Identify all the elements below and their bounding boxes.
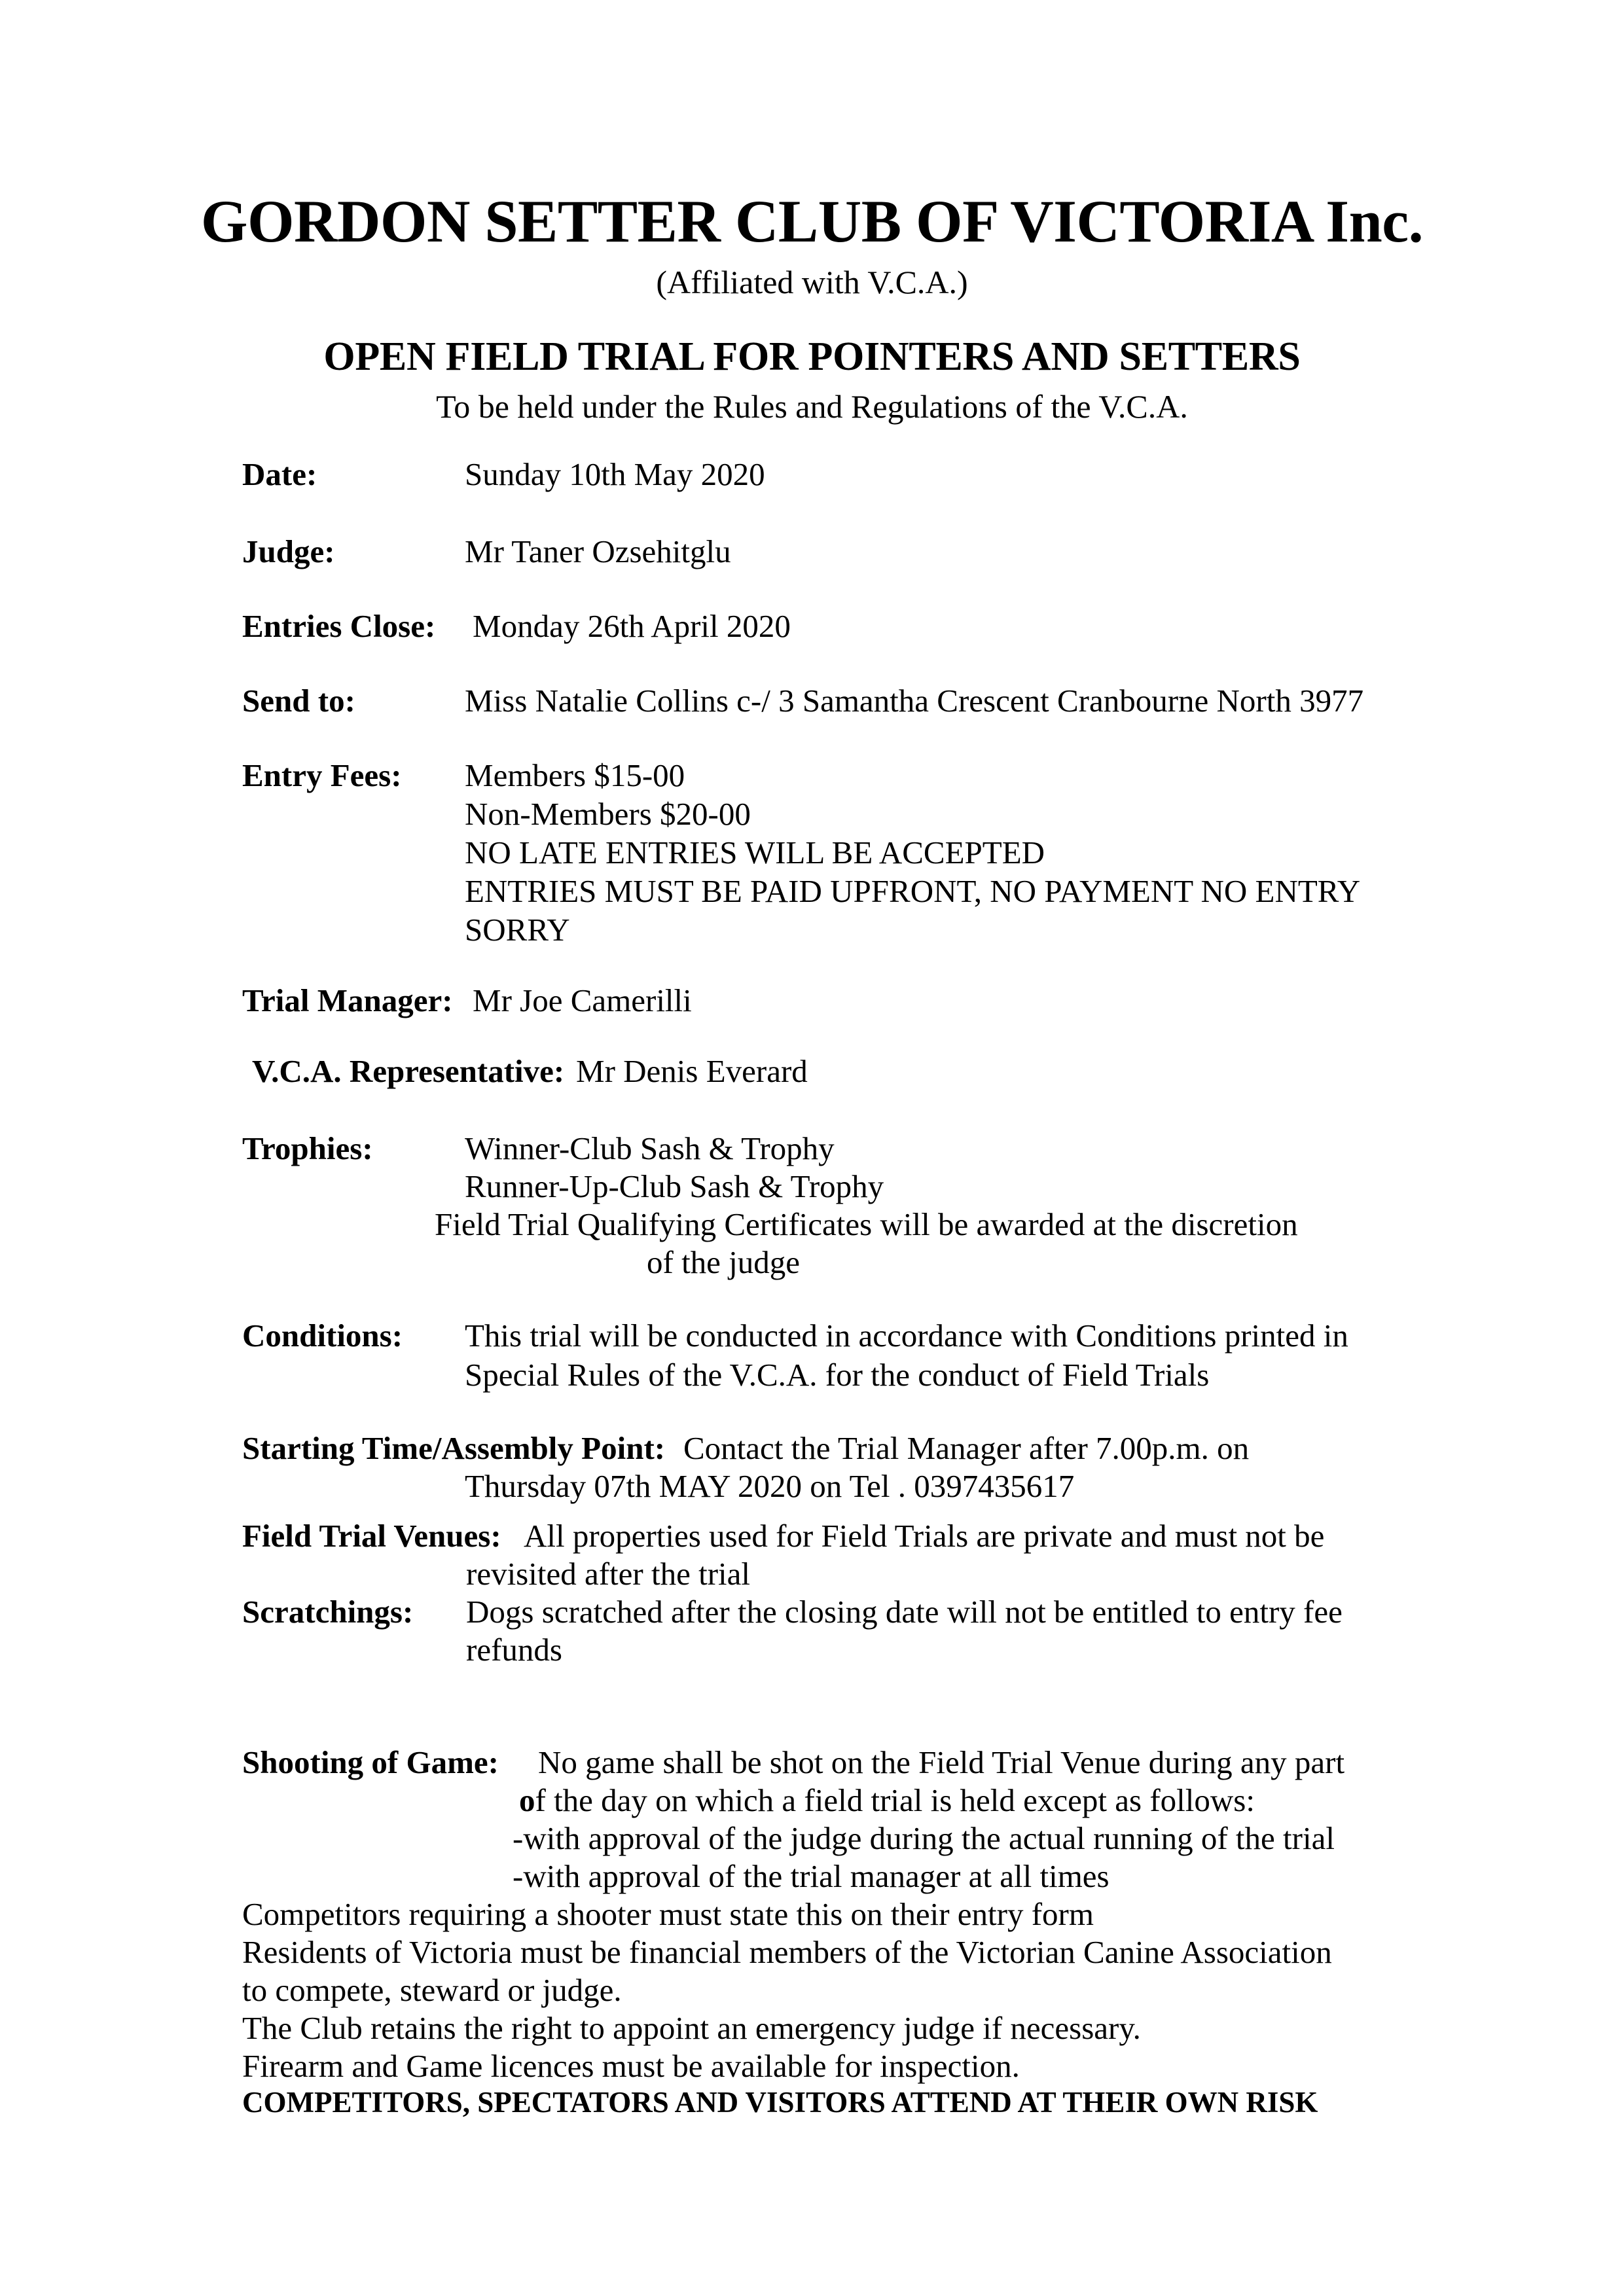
date-label: Date: (242, 456, 317, 492)
starting-time-line-2: Thursday 07th MAY 2020 on Tel . 0397435617 (465, 1468, 1075, 1504)
entry-fees-line-2: Non-Members $20-00 (465, 796, 751, 832)
shooting-of-game-label: Shooting of Game: (242, 1744, 499, 1780)
entry-fees-line-4: ENTRIES MUST BE PAID UPFRONT, NO PAYMENT NO ENTRY (465, 873, 1361, 909)
entries-close-value: Monday 26th April 2020 (473, 608, 791, 644)
conditions-line-1: This trial will be conducted in accordance with Conditions printed in (465, 1318, 1348, 1354)
rules-line: To be held under the Rules and Regulations of the V.C.A. (436, 388, 1188, 425)
conditions-line-2: Special Rules of the V.C.A. for the conduct of Field Trials (465, 1357, 1210, 1393)
vca-representative-value: Mr Denis Everard (576, 1053, 808, 1089)
scratchings-label: Scratchings: (242, 1594, 414, 1630)
notice-line-3: to compete, steward or judge. (242, 1972, 622, 2008)
disclaimer-line: COMPETITORS, SPECTATORS AND VISITORS ATTEND AT THEIR OWN RISK (242, 2086, 1318, 2119)
shooting-of-game-line-2-bold-prefix: o (519, 1782, 535, 1818)
starting-time-label: Starting Time/Assembly Point: (242, 1430, 666, 1466)
entry-fees-line-5: SORRY (465, 912, 570, 948)
vca-representative-label: V.C.A. Representative: (252, 1053, 565, 1089)
field-trial-venues-label: Field Trial Venues: (242, 1518, 501, 1554)
scratchings-line-2: refunds (466, 1632, 562, 1668)
entry-fees-line-1: Members $15-00 (465, 757, 685, 793)
trial-manager-value: Mr Joe Camerilli (473, 982, 692, 1018)
date-value: Sunday 10th May 2020 (465, 456, 765, 492)
entries-close-label: Entries Close: (242, 608, 436, 644)
trophies-label: Trophies: (242, 1130, 373, 1166)
shooting-of-game-bullet-1: -with approval of the judge during the actual running of the trial (513, 1820, 1335, 1856)
send-to-label: Send to: (242, 683, 355, 719)
trophies-line-2: Runner-Up-Club Sash & Trophy (465, 1168, 884, 1204)
scratchings-line-1: Dogs scratched after the closing date will not be entitled to entry fee (466, 1594, 1343, 1630)
judge-label: Judge: (242, 533, 335, 569)
trophies-line-4: of the judge (647, 1244, 801, 1280)
club-title: GORDON SETTER CLUB OF VICTORIA Inc. (200, 188, 1424, 255)
trial-title: OPEN FIELD TRIAL FOR POINTERS AND SETTERS (323, 334, 1301, 379)
field-trial-venues-line-1: All properties used for Field Trials are private and must not be (524, 1518, 1325, 1554)
shooting-of-game-bullet-2: -with approval of the trial manager at all times (513, 1858, 1110, 1894)
notice-line-1: Competitors requiring a shooter must state this on their entry form (242, 1896, 1094, 1932)
trial-manager-label: Trial Manager: (242, 982, 453, 1018)
trophies-line-3: Field Trial Qualifying Certificates will be awarded at the discretion (435, 1206, 1298, 1242)
shooting-of-game-line-1: No game shall be shot on the Field Trial Venue during any part (538, 1744, 1345, 1780)
shooting-of-game-line-2 (519, 1784, 1255, 1816)
entry-fees-label: Entry Fees: (242, 757, 402, 793)
trophies-line-1: Winner-Club Sash & Trophy (465, 1130, 835, 1166)
shooting-of-game-line-2-rest: f the day on which a field trial is held except as follows: (535, 1782, 1255, 1818)
starting-time-line-1: Contact the Trial Manager after 7.00p.m. on (683, 1430, 1250, 1466)
notice-line-2: Residents of Victoria must be financial members of the Victorian Canine Association (242, 1934, 1332, 1970)
affiliation-line: (Affiliated with V.C.A.) (656, 264, 968, 300)
conditions-label: Conditions: (242, 1318, 403, 1354)
notice-line-5: Firearm and Game licences must be available for inspection. (242, 2048, 1020, 2084)
notice-line-4: The Club retains the right to appoint an emergency judge if necessary. (242, 2010, 1141, 2046)
field-trial-venues-line-2: revisited after the trial (466, 1556, 750, 1592)
send-to-value: Miss Natalie Collins c-/ 3 Samantha Crescent Cranbourne North 3977 (465, 683, 1364, 719)
judge-value: Mr Taner Ozsehitglu (465, 533, 731, 569)
entry-fees-line-3: NO LATE ENTRIES WILL BE ACCEPTED (465, 834, 1045, 870)
document-header (0, 0, 1624, 423)
